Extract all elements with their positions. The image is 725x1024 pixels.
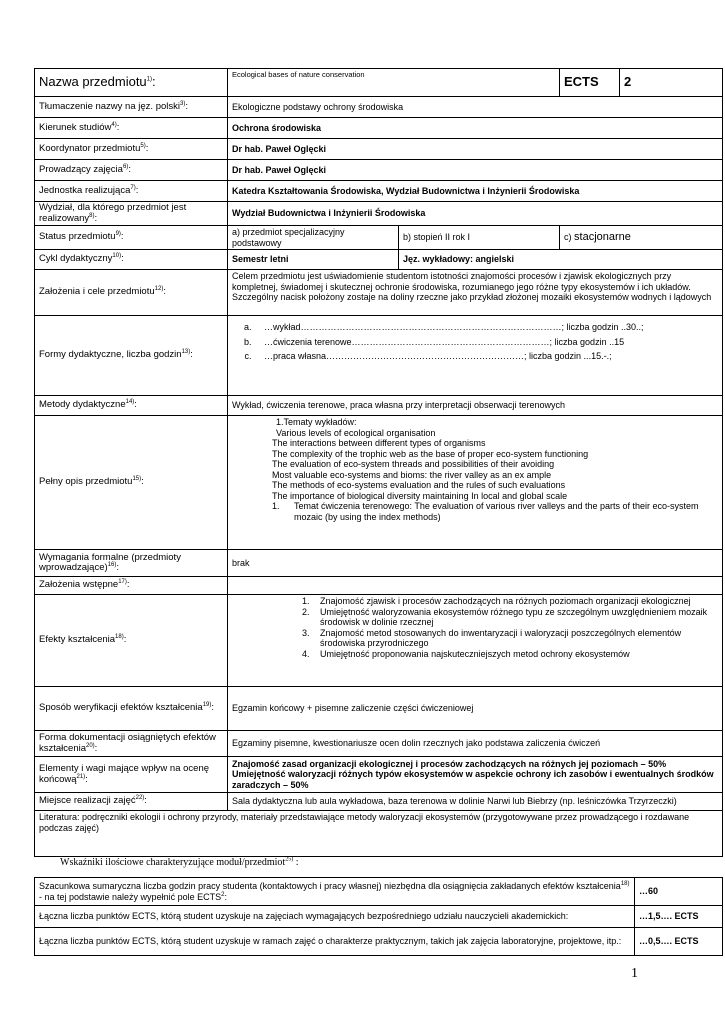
status-c: c) stacjonarne	[560, 226, 723, 250]
form-item: c. …praca własna…………………………………………………………; liczba godzin ...15.-.;	[254, 349, 718, 364]
outcome-item: 2. Umiejętność waloryzowania ekosystemów różnego typu ze szczególnym uwzględnieniem mozaik środowisk w dolinie rzecznej	[312, 607, 718, 628]
faculty-label: Wydział, dla którego przedmiot jest realizowany$^{8)}$:	[35, 202, 228, 226]
lecture-topic: The evaluation of eco-system threads and possibilities of their avoiding	[272, 459, 555, 469]
unit-label: Jednostka realizująca$^{7)}$:	[35, 181, 228, 202]
outcomes-label: Efekty kształcenia$^{18)}$:	[35, 595, 228, 687]
outcome-item: 4. Umiejętność proponowania najskuteczniejszych metod ochrony ekosystemów	[312, 649, 718, 660]
form-item: a. …wykład……………………………………………………………………………; liczba godzin ..30..;	[254, 320, 718, 335]
lecture-topic: Most valuable eco-systems and bioms: the river valley as an ex ample	[272, 469, 552, 480]
requirements-label: Wymagania formalne (przedmioty wprowadzające)$^{16)}$:	[35, 550, 228, 577]
location-value: Sala dydaktyczna lub aula wykładowa, baza terenowa w dolinie Narwi lub Biebrzy (np. leśniczówka Trzyrzeczki)	[228, 793, 723, 811]
description-label: Pełny opis przedmiotu$^{15)}$:	[35, 416, 228, 550]
field-value: Ochrona środowiska	[228, 118, 723, 139]
coordinator-value: Dr hab. Paweł Oglęcki	[228, 139, 723, 160]
requirements-value: brak	[228, 550, 723, 577]
status-label: Status przedmiotu$^{9)}$:	[35, 226, 228, 250]
field-label: Kierunek studiów$^{4)}$:	[35, 118, 228, 139]
summary-contact-ects-value: …1,5…. ECTS	[635, 906, 723, 928]
translation-value: Ekologiczne podstawy ochrony środowiska	[228, 97, 723, 118]
summary-hours-text: Szacunkowa sumaryczna liczba godzin pracy studenta (kontaktowych i pracy własnej) niezbędna dla osiągnięcia zakładanych efektów kształcenia$^{18)}$ - na tej podstawie należy wypełnić pole ECTS$^2$:	[35, 878, 635, 906]
forms-value	[228, 316, 723, 396]
location-label: Miejsce realizacji zajęć$^{22)}$:	[35, 793, 228, 811]
summary-contact-ects-text: Łączna liczba punktów ECTS, którą student uzyskuje na zajęciach wymagających bezpośredniego udziału nauczycieli akademickich:	[35, 906, 635, 928]
outcome-item: 1. Znajomość zjawisk i procesów zachodzących na różnych poziomach organizacji ekologicznej	[312, 596, 718, 607]
page-number: 1	[631, 966, 638, 981]
prereq-label: Założenia wstępne$^{17)}$:	[35, 577, 228, 595]
forms-label: Formy dydaktyczne, liczba godzin$^{13)}$:	[35, 316, 228, 396]
translation-label: Tłumaczenie nazwy na jęz. polski$^{3)}$:	[35, 97, 228, 118]
status-a: a) przedmiot specjalizacyjny podstawowy	[228, 226, 399, 250]
unit-value: Katedra Kształtowania Środowiska, Wydział Budownictwa i Inżynierii Środowiska	[228, 181, 723, 202]
goals-value: Celem przedmiotu jest uświadomienie studentom istotności znajomości procesów i zjawisk ekologicznych przy kompletnej, świadomej i skutecznej ochronie środowiska, rozumianego jego różne typy ekosystemów i ich układów. Szczególny nacisk położony zostaje na doliny rzeczne jako przykład złożonej mozaiki ekosystemów wodnych i lądowych	[228, 270, 723, 316]
lecture-topic: Various levels of ecological organisation	[276, 427, 436, 438]
form-item: b. …ćwiczenia terenowe…………………………………………………………; liczba godzin ..15	[254, 335, 718, 350]
exercise-topic: 1. Temat ćwiczenia terenowego: The evaluation of various river valleys and the parts of their eco-system mozaic (by using the index methods)	[272, 501, 699, 522]
cycle-value: Semestr letni	[228, 250, 399, 270]
summary-practical-ects-value: …0,5…. ECTS	[635, 928, 723, 956]
course-name-value: Ecological bases of nature conservation	[228, 69, 560, 97]
weights-value: Znajomość zasad organizacji ekologicznej i procesów zachodzących na różnych jej poziomach – 50% Umiejętność waloryzacji różnych typów ekosystemów w aspekcie ochrony ich zasobów i ewentualnych środków zaradczych – 50%	[228, 757, 723, 793]
outcome-item: 3. Znajomość metod stosowanych do inwentaryzacji i waloryzacji poszczególnych elementów środowiska przyrodniczego	[312, 628, 718, 649]
summary-practical-ects-text: Łączna liczba punktów ECTS, którą student uzyskuje w ramach zajęć o charakterze praktycznym, takich jak zajęcia laboratoryjne, projektowe, itp.:	[35, 928, 635, 956]
summary-table	[34, 877, 723, 956]
status-b: b) stopień II rok I	[399, 226, 560, 250]
lecture-topic: The interactions between different types of organisms	[272, 438, 486, 448]
faculty-value: Wydział Budownictwa i Inżynierii Środowiska	[228, 202, 723, 226]
outcomes-value	[228, 595, 723, 687]
documentation-value: Egzaminy pisemne, kwestionariusze ocen dolin rzecznych jako podstawa zaliczenia ćwiczeń	[228, 731, 723, 757]
documentation-label: Forma dokumentacji osiągniętych efektów kształcenia$^{20)}$:	[35, 731, 228, 757]
syllabus-table	[34, 68, 723, 857]
verification-label: Sposób weryfikacji efektów kształcenia$^{19)}$:	[35, 687, 228, 731]
lecture-topics-heading: 1.Tematy wykładów:	[276, 417, 357, 427]
goals-label: Założenia i cele przedmiotu$^{12)}$:	[35, 270, 228, 316]
lecture-topic: The complexity of the trophic web as the base of proper eco-system functioning	[272, 448, 589, 459]
description-value	[228, 416, 723, 550]
prereq-value	[228, 577, 723, 595]
methods-value: Wykład, ćwiczenia terenowe, praca własna przy interpretacji obserwacji terenowych	[228, 396, 723, 416]
ects-label: ECTS	[560, 69, 620, 97]
lecture-topic: The methods of eco-systems evaluation and the rules of such evaluations	[272, 480, 566, 490]
summary-hours-value: …60	[635, 878, 723, 906]
teacher-label: Prowadzący zajęcia$^{6)}$:	[35, 160, 228, 181]
cycle-label: Cykl dydaktyczny$^{10)}$:	[35, 250, 228, 270]
methods-label: Metody dydaktyczne$^{14)}$:	[35, 396, 228, 416]
teacher-value: Dr hab. Paweł Oglęcki	[228, 160, 723, 181]
weights-label: Elementy i wagi mające wpływ na ocenę końcową$^{21)}$:	[35, 757, 228, 793]
lecture-topic: The importance of biological diversity maintaining In local and global scale	[272, 490, 568, 501]
literature: Literatura: podręczniki ekologii i ochrony przyrody, materiały przedstawiające metody waloryzacji ekosystemów (przygotowywane przez prowadzącego i rozdawane podczas zajęć)	[35, 811, 723, 857]
language-value: Jęz. wykładowy: angielski	[399, 250, 723, 270]
course-name-label: Nazwa przedmiotu$^{1)}$:	[35, 69, 228, 97]
verification-value: Egzamin końcowy + pisemne zaliczenie części ćwiczeniowej	[228, 687, 723, 731]
coordinator-label: Koordynator przedmiotu$^{5)}$:	[35, 139, 228, 160]
ects-value: 2	[620, 69, 723, 97]
indicators-title: Wskaźniki ilościowe charakteryzujące moduł/przedmiot$^{25)}$ :	[60, 856, 299, 868]
